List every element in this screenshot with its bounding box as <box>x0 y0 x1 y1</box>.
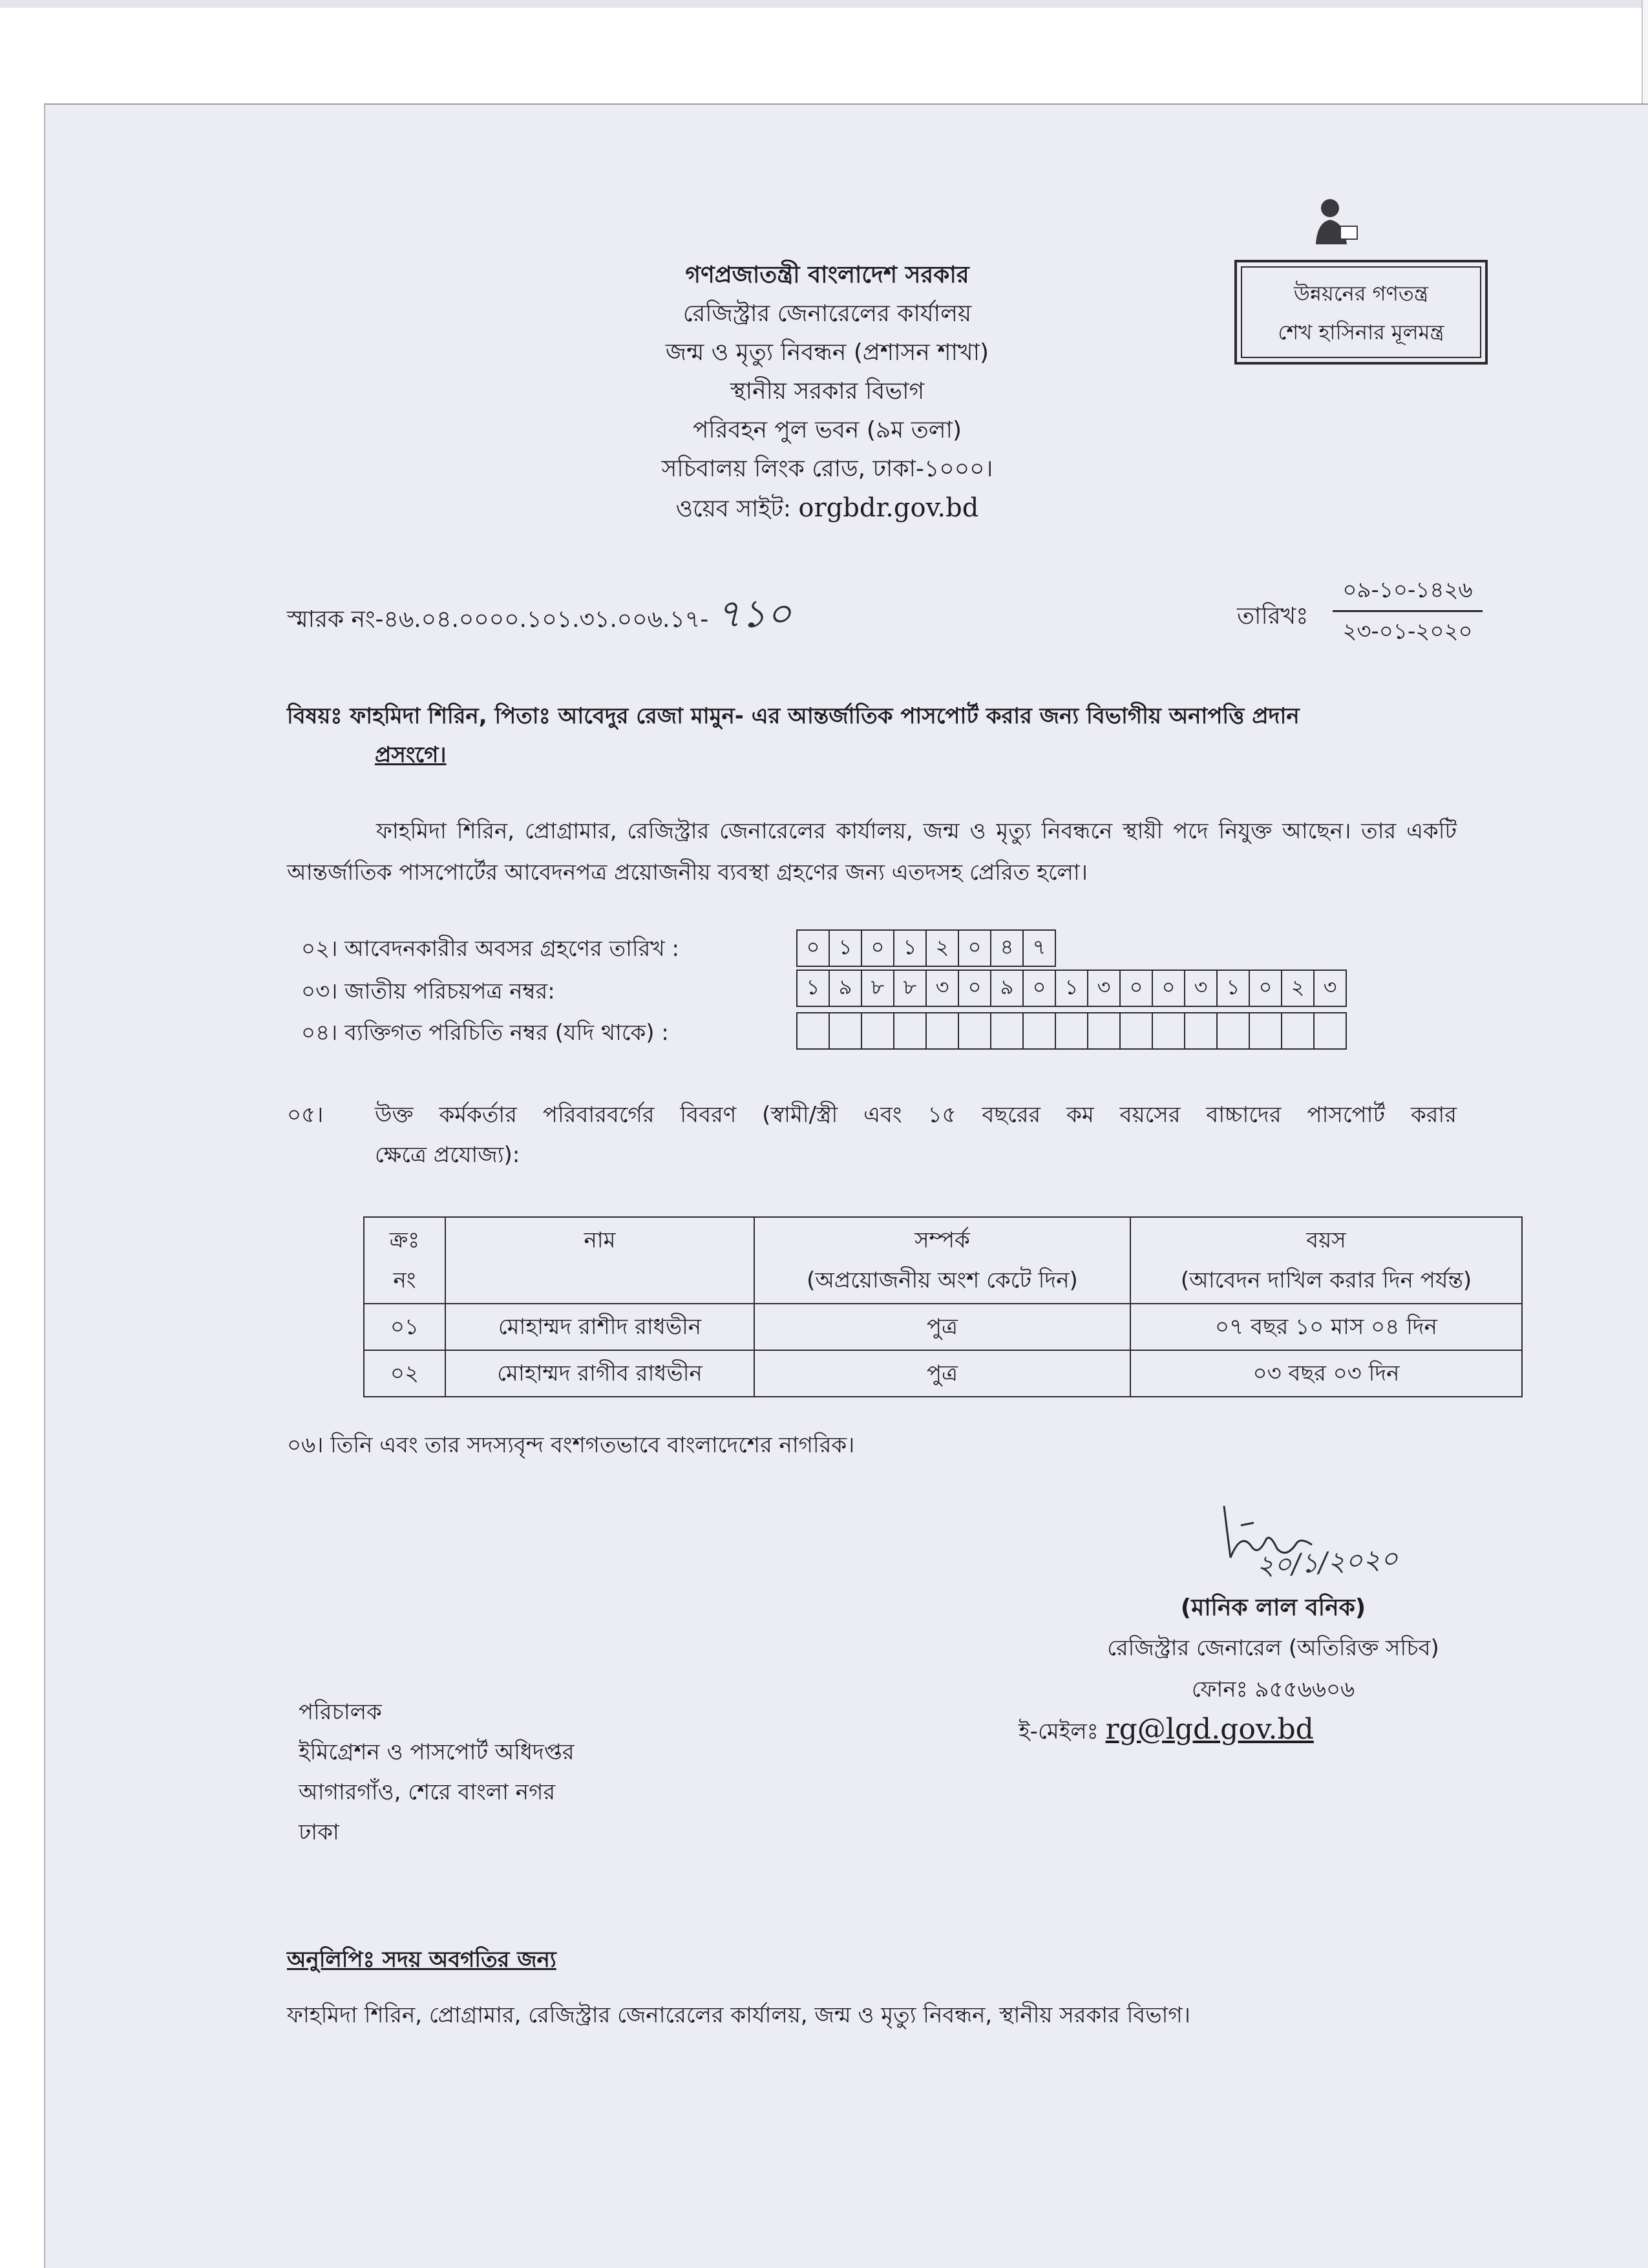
slogan-line-1: উন্নয়নের গণতন্ত্র <box>1293 281 1429 306</box>
nid-digit: ৩ <box>1185 970 1217 1006</box>
website-label: ওয়েব সাইট: <box>675 496 791 522</box>
nid-digit: ৯ <box>829 970 861 1006</box>
personal-id-label: ০৪। ব্যক্তিগত পরিচিতি নম্বর (যদি থাকে) : <box>301 1020 669 1046</box>
date-divider <box>1333 610 1483 612</box>
recipient-department: ইমিগ্রেশন ও পাসপোর্ট অধিদপ্তর <box>299 1739 575 1765</box>
signatory-phone: ফোনঃ ৯৫৫৬৬০৬ <box>1191 1677 1355 1702</box>
nid-digit: ৩ <box>926 970 958 1006</box>
scan-top-edge <box>0 0 1648 8</box>
nid-digit: ০ <box>1023 970 1055 1006</box>
personal-id-box <box>1314 1013 1346 1049</box>
retirement-digit: ২ <box>926 930 958 966</box>
personal-id-boxes <box>796 1012 1347 1050</box>
table-row <box>364 1304 1522 1350</box>
email-label: ই-মেইলঃ <box>1019 1719 1099 1744</box>
header-name: নাম <box>445 1217 754 1304</box>
portrait-icon <box>1311 194 1361 246</box>
personal-id-box <box>1088 1013 1120 1049</box>
recipient-city: ঢাকা <box>299 1819 339 1845</box>
retirement-digit: ০ <box>797 930 829 966</box>
row-name: মোহাম্মদ রাশীদ রাধভীন <box>445 1304 754 1350</box>
citizenship-statement: ০৬। তিনি এবং তার সদস্যবৃন্দ বংশগতভাবে বাংলাদেশের নাগরিক। <box>287 1432 855 1458</box>
date-bangla: ০৯-১০-১৪২৬ <box>1342 577 1473 603</box>
row-relation: পুত্র <box>754 1304 1130 1350</box>
copy-heading: অনুলিপিঃ সদয় অবগতির জন্য <box>287 1947 556 1973</box>
email-link[interactable]: rg@lgd.gov.bd <box>1105 1713 1314 1746</box>
row-sl: ০২ <box>364 1350 445 1397</box>
personal-id-box <box>1055 1013 1088 1049</box>
nid-digit: ০ <box>1249 970 1282 1006</box>
family-item-number: ০৫। <box>287 1102 324 1128</box>
signatory-name: (মানিক লাল বনিক) <box>1180 1595 1366 1621</box>
nid-digit: ১ <box>1055 970 1088 1006</box>
date-english: ২৩-০১-২০২০ <box>1342 619 1473 644</box>
personal-id-box <box>894 1013 926 1049</box>
signatory-designation: রেজিস্ট্রার জেনারেল (অতিরিক্ত সচিব) <box>1107 1635 1439 1661</box>
nid-digit: ০ <box>1152 970 1185 1006</box>
website-line <box>582 489 1073 529</box>
memo-label: স্মারক নং- <box>287 606 384 633</box>
website-link[interactable]: orgbdr.gov.bd <box>798 493 979 523</box>
family-item-line-1: উক্ত কর্মকর্তার পরিবারবর্গের বিবরণ (স্বামী/স্ত্রী এবং ১৫ বছরের কম বয়সের বাচ্চাদের পাসপোর্ট করার <box>375 1102 1457 1128</box>
retirement-digit: ৭ <box>1023 930 1055 966</box>
retirement-digit: ৪ <box>991 930 1023 966</box>
division-name: স্থানীয় সরকার বিভাগ <box>730 378 925 405</box>
subject-text-end: প্রসংগে। <box>375 742 447 768</box>
personal-id-box <box>861 1013 894 1049</box>
personal-id-box <box>1185 1013 1217 1049</box>
nid-digit: ০ <box>958 970 991 1006</box>
personal-id-box <box>829 1013 861 1049</box>
nid-digit: ৩ <box>1314 970 1346 1006</box>
family-table-header <box>364 1217 1522 1304</box>
branch-name: জন্ম ও মৃত্যু নিবন্ধন (প্রশাসন শাখা) <box>665 339 989 366</box>
slogan-box <box>1234 260 1488 365</box>
nid-boxes <box>796 970 1347 1007</box>
nid-label: ০৩। জাতীয় পরিচয়পত্র নম্বর: <box>301 979 555 1004</box>
scan-right-edge <box>1642 0 1648 103</box>
slogan-line-2: শেখ হাসিনার মূলমন্ত্র <box>1278 320 1444 344</box>
personal-id-box <box>1249 1013 1282 1049</box>
nid-digit: ৯ <box>991 970 1023 1006</box>
header-age: বয়স (আবেদন দাখিল করার দিন পর্যন্ত) <box>1130 1217 1522 1304</box>
nid-digit: ২ <box>1282 970 1314 1006</box>
nid-digit: ০ <box>1120 970 1152 1006</box>
office-address: সচিবালয় লিংক রোড, ঢাকা-১০০০। <box>661 456 993 482</box>
subject-text: ফাহমিদা শিরিন, পিতাঃ আবেদুর রেজা মামুন- এর আন্তর্জাতিক পাসপোর্ট করার জন্য বিভাগীয় অনাপত্তি প্রদান <box>350 703 1300 729</box>
subject-line-2 <box>375 736 447 774</box>
row-name: মোহাম্মদ রাগীব রাধভীন <box>445 1350 754 1397</box>
nid-digit: ১ <box>797 970 829 1006</box>
nid-digit: ৮ <box>861 970 894 1006</box>
retirement-digit: ০ <box>861 930 894 966</box>
office-name: রেজিস্ট্রার জেনারেলের কার্যালয় <box>682 301 972 327</box>
signature-date: ২০/১/২০২০ <box>1255 1542 1399 1582</box>
signatory-email-line <box>1019 1710 1314 1751</box>
gov-title: গণপ্রজাতন্ত্রী বাংলাদেশ সরকার <box>685 262 969 288</box>
intro-paragraph: ফাহমিদা শিরিন, প্রোগ্রামার, রেজিস্ট্রার জেনারেলের কার্যালয়, জন্ম ও মৃত্যু নিবন্ধনে স্থায়ী পদে নিযুক্ত আছেন। তার একটি আন্তর্জাতিক পাসপোর্টের আবেদনপত্র প্রয়োজনীয় ব্যবস্থা গ্রহণের জন্য এতদসহ প্রেরিত হলো। <box>287 818 1457 885</box>
row-age: ০৩ বছর ০৩ দিন <box>1130 1350 1522 1397</box>
date-label: তারিখঃ <box>1237 603 1309 630</box>
copy-text: ফাহমিদা শিরিন, প্রোগ্রামার, রেজিস্ট্রার জেনারেলের কার্যালয়, জন্ম ও মৃত্যু নিবন্ধন, স্থানীয় সরকার বিভাগ। <box>287 2002 1190 2028</box>
recipient-title: পরিচালক <box>299 1699 382 1725</box>
nid-digit: ৩ <box>1088 970 1120 1006</box>
row-age: ০৭ বছর ১০ মাস ০৪ দিন <box>1130 1304 1522 1350</box>
personal-id-box <box>1120 1013 1152 1049</box>
header-relation: সম্পর্ক (অপ্রয়োজনীয় অংশ কেটে দিন) <box>754 1217 1130 1304</box>
subject-label: বিষয়ঃ <box>287 703 343 729</box>
retirement-digit: ১ <box>894 930 926 966</box>
memo-handwritten-number: ৭১০ <box>715 591 792 637</box>
retirement-digit: ১ <box>829 930 861 966</box>
retirement-label: ০২। আবেদনকারীর অবসর গ্রহণের তারিখ : <box>301 936 679 962</box>
memo-line <box>287 591 792 639</box>
personal-id-box <box>991 1013 1023 1049</box>
memo-number: ৪৬.০৪.০০০০.১০১.৩১.০০৬.১৭- <box>383 606 709 633</box>
retirement-digit: ০ <box>958 930 991 966</box>
subject-line-1 <box>287 697 1457 736</box>
personal-id-box <box>1023 1013 1055 1049</box>
personal-id-box <box>1152 1013 1185 1049</box>
recipient-address: আগারগাঁও, শেরে বাংলা নগর <box>299 1779 556 1805</box>
nid-digit: ৮ <box>894 970 926 1006</box>
row-sl: ০১ <box>364 1304 445 1350</box>
family-table <box>363 1216 1523 1397</box>
family-item-line-2: ক্ষেত্রে প্রযোজ্য): <box>375 1142 520 1168</box>
personal-id-box <box>926 1013 958 1049</box>
recipient-block <box>299 1692 575 1852</box>
nid-digit: ১ <box>1217 970 1249 1006</box>
building-name: পরিবহন পুল ভবন (৯ম তলা) <box>692 417 962 443</box>
personal-id-box <box>1217 1013 1249 1049</box>
personal-id-box <box>1282 1013 1314 1049</box>
personal-id-box <box>958 1013 991 1049</box>
row-relation: পুত্র <box>754 1350 1130 1397</box>
retirement-date-boxes <box>796 929 1056 967</box>
personal-id-box <box>797 1013 829 1049</box>
header-sl: ক্রঃ নং <box>364 1217 445 1304</box>
table-row <box>364 1350 1522 1397</box>
